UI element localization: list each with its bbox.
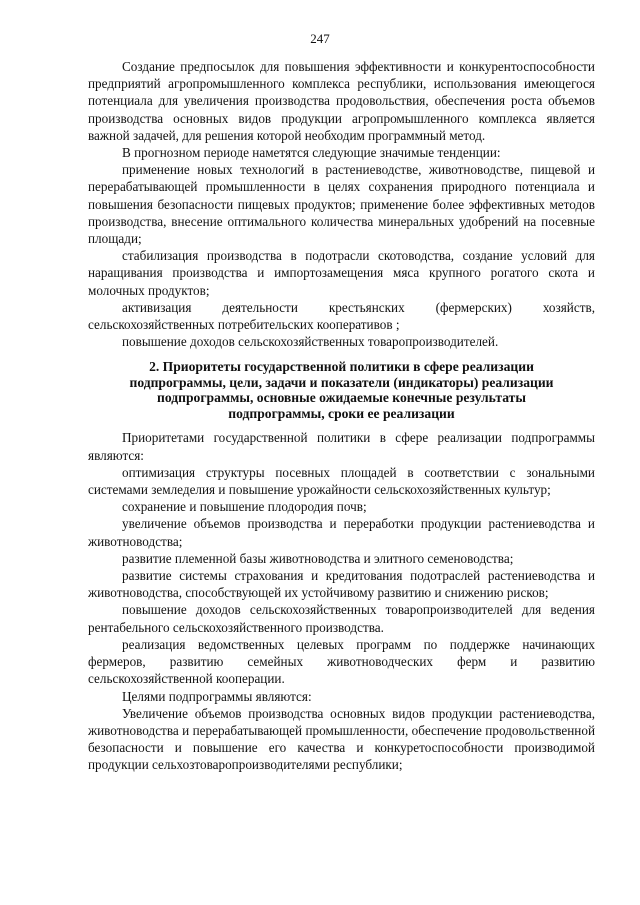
heading-line: подпрограммы, основные ожидаемые конечные результаты <box>157 390 526 406</box>
paragraph: оптимизация структуры посевных площадей в соответствии с зональными системами земледелия и повышение урожайности сельскохозяйственных культур; <box>88 464 595 498</box>
paragraph: реализация ведомственных целевых программ по поддержке начинающих фермеров, развитию семейных животноводческих ферм и развитию сельскохозяйственной кооперации. <box>88 636 595 687</box>
paragraph: Увеличение объемов производства основных видов продукции растениеводства, животноводства и перерабатывающей промышленности, обеспечение продовольственной безопасности и повышение его качества и конкуретоспособности производимой продукции сельхозтоваропроизводителями республики; <box>88 705 595 773</box>
document-body <box>88 58 595 774</box>
paragraph: Целями подпрограммы являются: <box>122 688 312 704</box>
paragraph: В прогнозном периоде наметятся следующие значимые тенденции: <box>122 145 501 161</box>
paragraph: применение новых технологий в растениеводстве, животноводстве, пищевой и перерабатывающей промышленности в целях сохранения природного потенциала и повышения безопасности пищевых продуктов; применение более эффективных методов производства, внесение оптимального количества минеральных удобрений на посевные площади; <box>88 162 595 247</box>
paragraph: развитие племенной базы животноводства и элитного семеноводства; <box>122 550 514 566</box>
page-number: 247 <box>310 31 330 46</box>
heading-line: подпрограммы, цели, задачи и показатели (индикаторы) реализации <box>129 374 554 390</box>
paragraph: развитие системы страхования и кредитования подотраслей растениеводства и животноводства, способствующей их устойчивому развитию и снижению рисков; <box>88 568 595 601</box>
paragraph: сохранение и повышение плодородия почв; <box>122 499 367 515</box>
paragraph: повышение доходов сельскохозяйственных товаропроизводителей для ведения рентабельного сельскохозяйственного производства. <box>88 602 595 635</box>
heading-line: подпрограммы, сроки ее реализации <box>228 405 455 421</box>
heading-line: 2. Приоритеты государственной политики в сфере реализации <box>149 359 534 375</box>
paragraph: стабилизация производства в подотрасли скотоводства, создание условий для наращивания производства и импортозамещения мяса крупного рогатого скота и молочных продуктов; <box>88 248 595 298</box>
paragraph: Приоритетами государственной политики в сфере реализации подпрограммы являются: <box>88 430 595 463</box>
paragraph: Создание предпосылок для повышения эффективности и конкурентоспособности предприятий агропромышленного комплекса республики, использования имеющегося потенциала для увеличения производства продовольствия, обеспечения роста объемов производства основных видов продукции агропромышленного комплекса является важной задачей, для решения которой необходим программный метод. <box>88 59 595 143</box>
paragraph: увеличение объемов производства и переработки продукции растениеводства и животноводства; <box>88 516 595 549</box>
section-heading <box>88 359 595 421</box>
paragraph: повышение доходов сельскохозяйственных товаропроизводителей. <box>122 334 499 350</box>
paragraph: активизация деятельности крестьянских (фермерских) хозяйств, сельскохозяйственных потребительских кооперативов ; <box>88 299 595 333</box>
